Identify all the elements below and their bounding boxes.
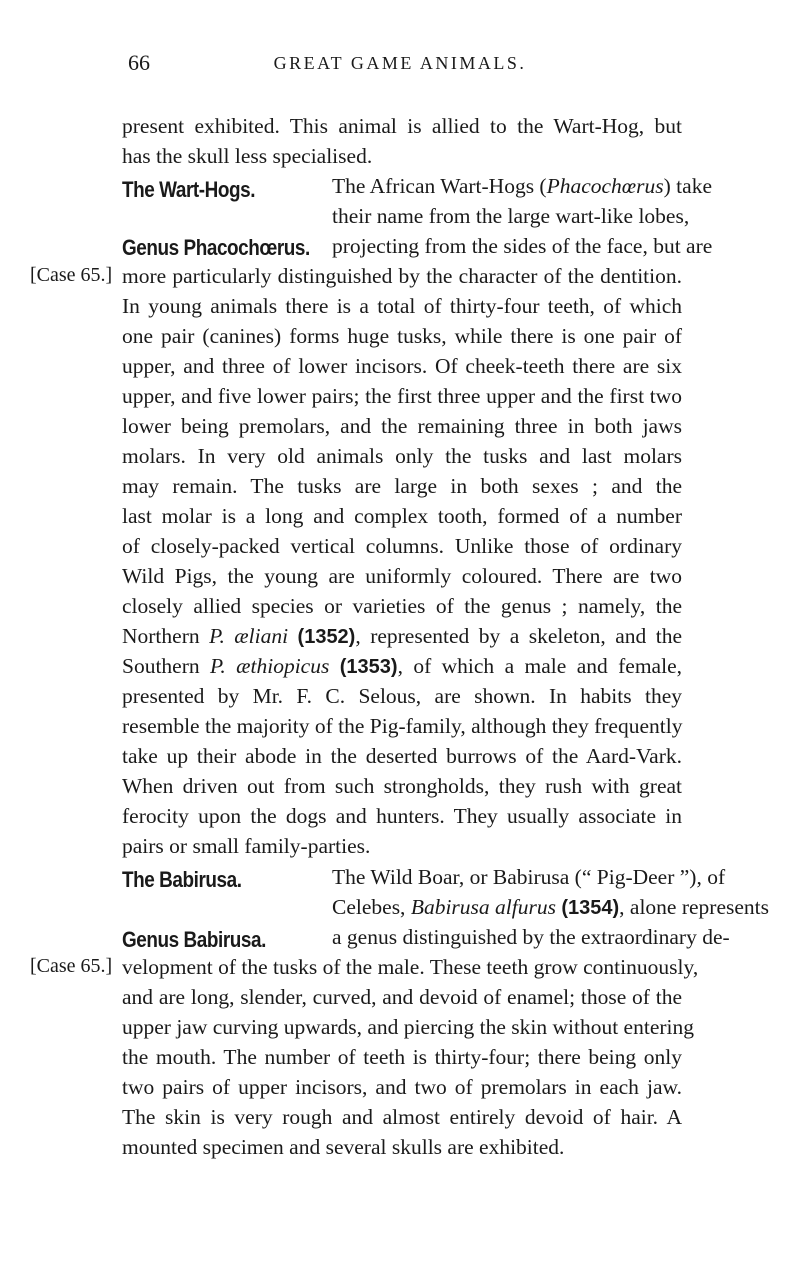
text-line: ferocity upon the dogs and hunters. They usually associate in xyxy=(122,804,682,828)
text-line: Celebes, Babirusa alfurus (1354), alone represents xyxy=(332,895,769,919)
text-line: present exhibited. This animal is allied to the Wart-Hog, but xyxy=(122,114,682,138)
page-number: 66 xyxy=(128,50,150,75)
text-line: mounted specimen and several skulls are exhibited. xyxy=(122,1135,565,1159)
case-reference: [Case 65.] xyxy=(30,264,113,286)
text-line: and are long, slender, curved, and devoid of enamel; those of the xyxy=(122,985,682,1009)
text-line: Wild Pigs, the young are uniformly coloured. There are two xyxy=(122,564,682,588)
page-header xyxy=(0,50,800,90)
text-line: lower being premolars, and the remaining three in both jaws xyxy=(122,414,682,438)
text-line: upper, and five lower pairs; the first three upper and the first two xyxy=(122,384,682,408)
text-line: Southern P. æthiopicus (1353), of which a male and female, xyxy=(122,654,682,678)
sidenote-title-wart-hogs: The Wart-Hogs. xyxy=(122,177,256,202)
text-line: two pairs of upper incisors, and two of premolars in each jaw. xyxy=(122,1075,682,1099)
text-line: The African Wart-Hogs (Phacochœrus) take xyxy=(332,174,712,198)
text-line: may remain. The tusks are large in both sexes ; and the xyxy=(122,474,682,498)
sidenote-title-babirusa: The Babirusa. xyxy=(122,867,242,892)
text-line: of closely-packed vertical columns. Unlike those of ordinary xyxy=(122,534,682,558)
text-line: resemble the majority of the Pig-family, although they frequently xyxy=(122,714,683,738)
text-line: molars. In very old animals only the tusks and last molars xyxy=(122,444,682,468)
text-line: their name from the large wart-like lobes, xyxy=(332,204,690,228)
text-line: one pair (canines) forms huge tusks, while there is one pair of xyxy=(122,324,682,348)
text-line: take up their abode in the deserted burrows of the Aard-Vark. xyxy=(122,744,682,768)
text-line: velopment of the tusks of the male. These teeth grow continuously, xyxy=(122,955,699,979)
text-line: The Wild Boar, or Babirusa (“ Pig-Deer ”), of xyxy=(332,865,726,889)
text-line: In young animals there is a total of thirty-four teeth, of which xyxy=(122,294,682,318)
text-line: presented by Mr. F. C. Selous, are shown. In habits they xyxy=(122,684,682,708)
text-line: When driven out from such strongholds, they rush with great xyxy=(122,774,682,798)
text-line: Northern P. æliani (1352), represented by a skeleton, and the xyxy=(122,624,682,648)
text-line: pairs or small family-parties. xyxy=(122,834,371,858)
text-line: more particularly distinguished by the character of the dentition. xyxy=(122,264,682,288)
sidenote-genus-phacochoerus: Genus Phacochœrus. xyxy=(122,235,310,260)
text-line: upper jaw curving upwards, and piercing the skin without entering xyxy=(122,1015,694,1039)
case-reference: [Case 65.] xyxy=(30,955,113,977)
text-line: projecting from the sides of the face, but are xyxy=(332,234,713,258)
sidenote-genus-babirusa: Genus Babirusa. xyxy=(122,927,266,952)
text-line: the mouth. The number of teeth is thirty-four; there being only xyxy=(122,1045,682,1069)
text-line: a genus distinguished by the extraordinary de- xyxy=(332,925,730,949)
text-line: closely allied species or varieties of the genus ; namely, the xyxy=(122,594,682,618)
running-title: GREAT GAME ANIMALS. xyxy=(273,53,527,73)
text-line: has the skull less specialised. xyxy=(122,144,373,168)
text-line: upper, and three of lower incisors. Of cheek-teeth there are six xyxy=(122,354,682,378)
text-line: The skin is very rough and almost entirely devoid of hair. A xyxy=(122,1105,682,1129)
text-line: last molar is a long and complex tooth, formed of a number xyxy=(122,504,682,528)
